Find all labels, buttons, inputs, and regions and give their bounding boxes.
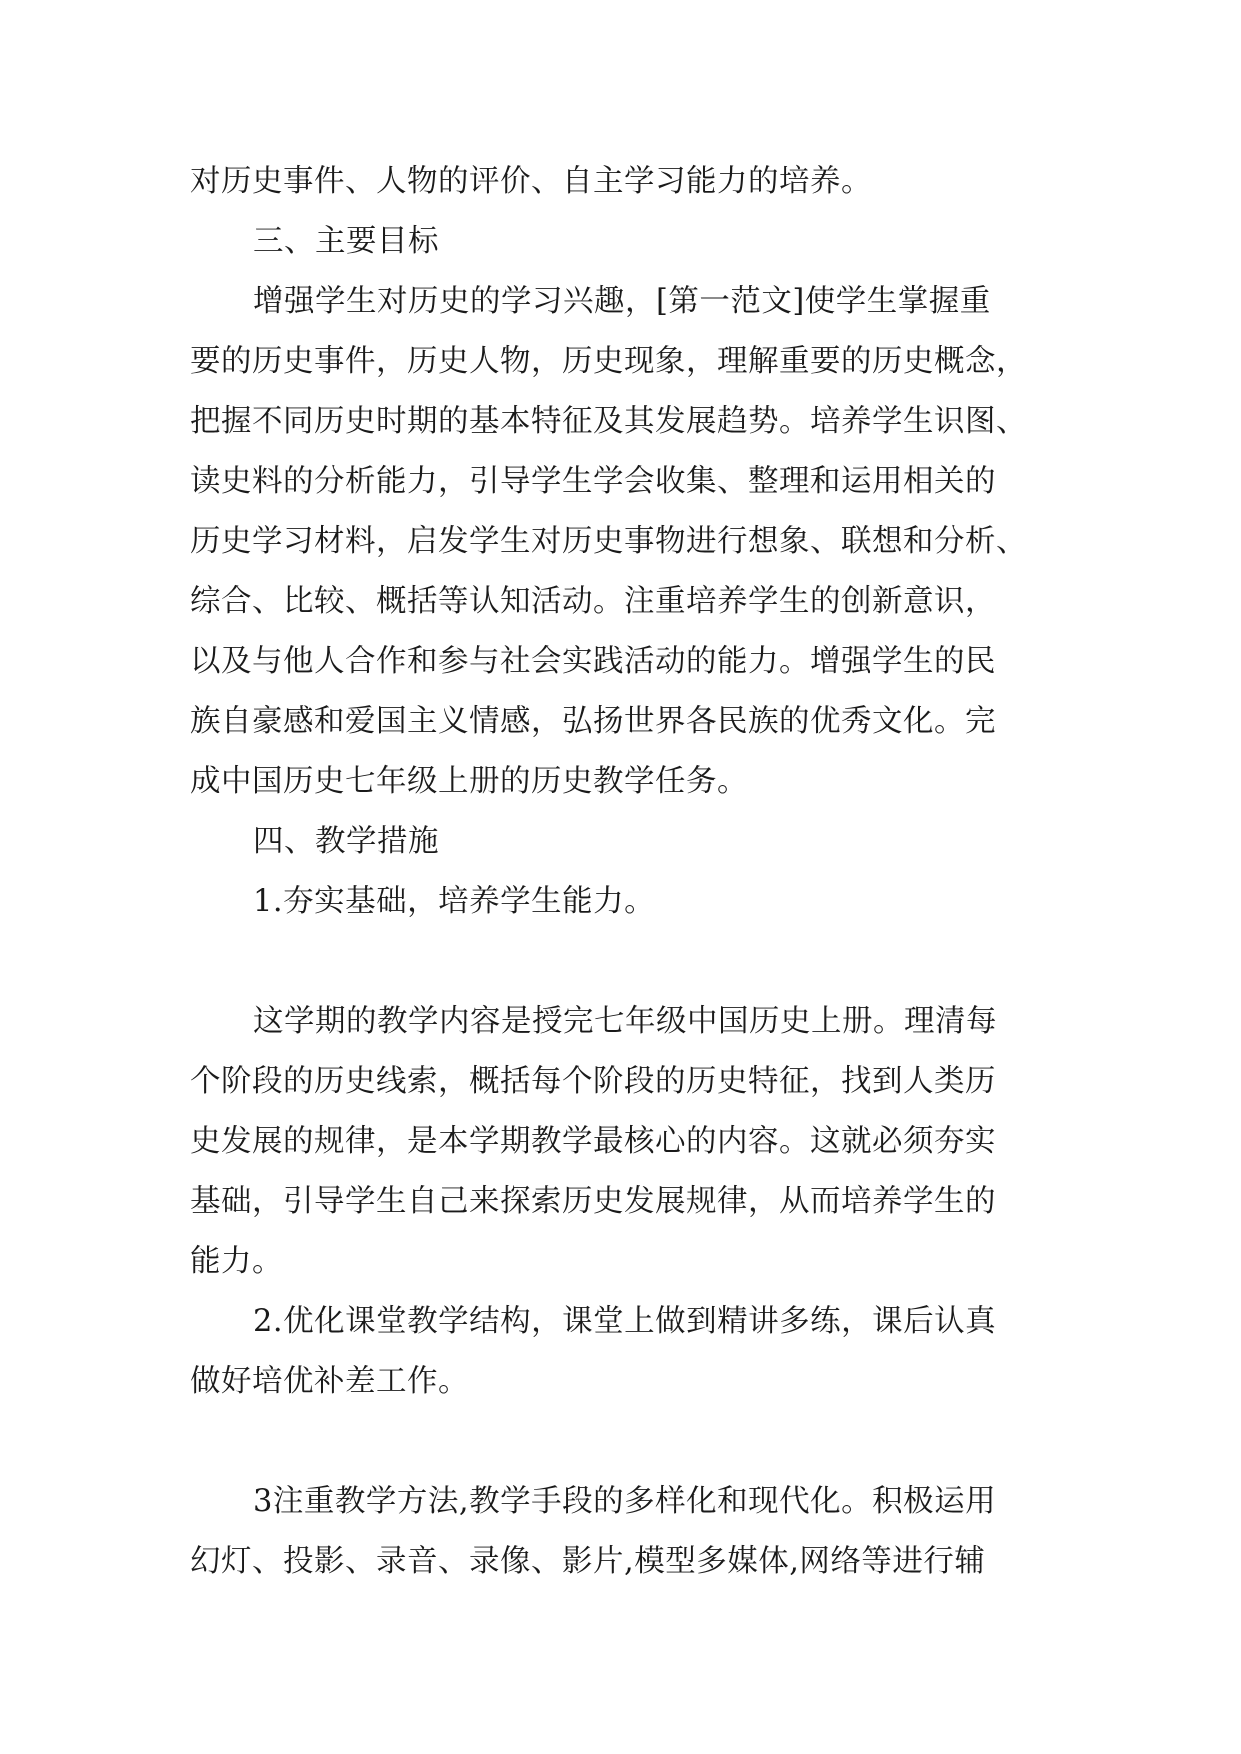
text-line: 史发展的规律，是本学期教学最核心的内容。这就必须夯实 — [190, 1124, 996, 1159]
section-heading: 四、教学措施 — [253, 824, 439, 859]
text-line: 个阶段的历史线索，概括每个阶段的历史特征，找到人类历 — [190, 1064, 996, 1099]
text-line: 要的历史事件，历史人物，历史现象，理解重要的历史概念， — [190, 344, 1027, 379]
list-item: 2.优化课堂教学结构，课堂上做到精讲多练，课后认真 — [253, 1304, 997, 1339]
text-line: 综合、比较、概括等认知活动。注重培养学生的创新意识， — [190, 584, 996, 619]
text-line: 对历史事件、人物的评价、自主学习能力的培养。 — [190, 164, 872, 199]
text-line: 幻灯、投影、录音、录像、影片,模型多媒体,网络等进行辅 — [190, 1544, 986, 1579]
text-line: 以及与他人合作和参与社会实践活动的能力。增强学生的民 — [190, 644, 996, 679]
text-line: 把握不同历史时期的基本特征及其发展趋势。培养学生识图、 — [190, 404, 1027, 439]
text-line: 历史学习材料，启发学生对历史事物进行想象、联想和分析、 — [190, 524, 1027, 559]
text-line: 族自豪感和爱国主义情感，弘扬世界各民族的优秀文化。完 — [190, 704, 996, 739]
text-line: 这学期的教学内容是授完七年级中国历史上册。理清每 — [253, 1004, 997, 1039]
list-item: 3注重教学方法,教学手段的多样化和现代化。积极运用 — [253, 1484, 997, 1519]
text-line: 基础，引导学生自己来探索历史发展规律，从而培养学生的 — [190, 1184, 996, 1219]
text-line: 增强学生对历史的学习兴趣，[第一范文]使学生掌握重 — [253, 284, 991, 319]
section-heading: 三、主要目标 — [253, 224, 439, 259]
text-line: 成中国历史七年级上册的历史教学任务。 — [190, 764, 748, 799]
text-line: 读史料的分析能力，引导学生学会收集、整理和运用相关的 — [190, 464, 996, 499]
text-line: 做好培优补差工作。 — [190, 1364, 469, 1399]
text-line: 能力。 — [190, 1244, 283, 1279]
list-item: 1.夯实基础，培养学生能力。 — [253, 884, 656, 919]
